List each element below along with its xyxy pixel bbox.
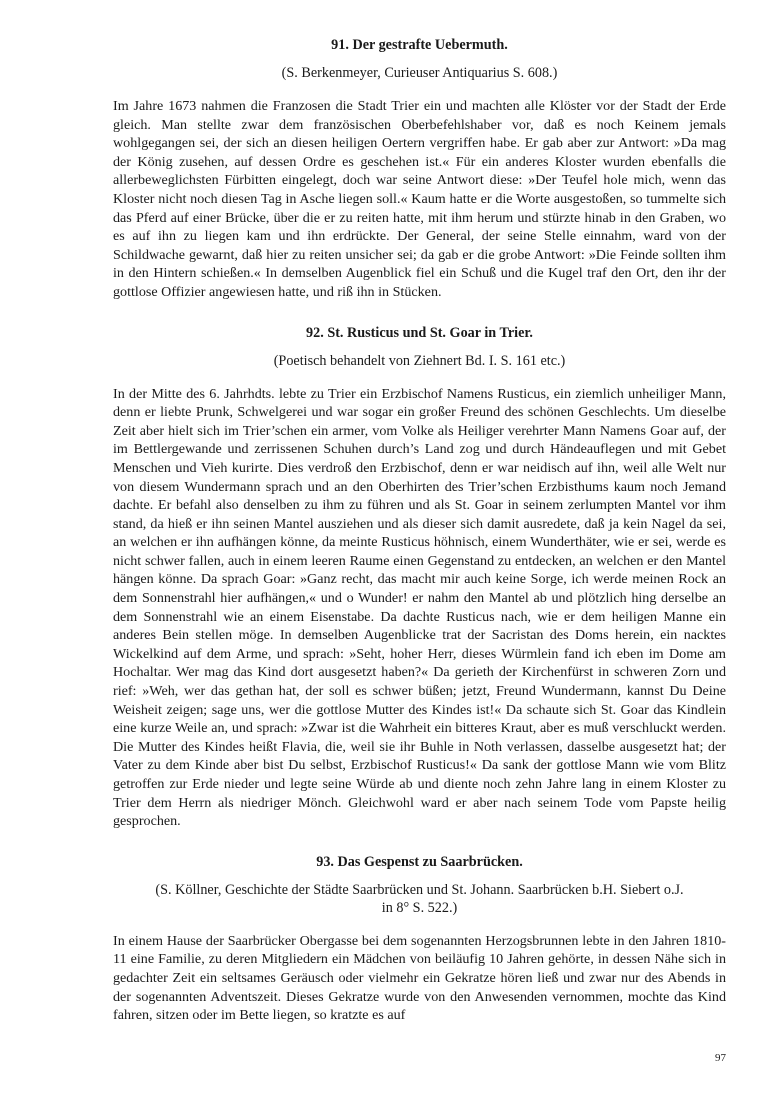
section-body: In der Mitte des 6. Jahrhdts. lebte zu Trier ein Erzbischof Namens Rusticus, ein ziemlich unheiliger Mann, denn er liebte Prunk, Schwelgerei und war sogar ein großer Freund des schönen Geschlechts. Um dieselbe Zeit aber hielt sich im Trier’schen ein armer, vom Volke als Heiliger verehrter Mann Namens Goar auf, der im Bettlergewande und zerrissenen Schuhen durch’s Land zog und durch Händeauflegen und mit Gebet Menschen und Vieh kurirte. Dies verdroß den Erzbischof, denn er war neidisch auf ihn, weil alle Welt nur von diesem Wundermann sprach und an den Oberhirten des Trier’schen Erzbisthums kaum noch Jemand dachte. Er befahl also denselben zu ihm zu führen und als St. Goar in seinem zerlumpten Mantel vor ihm stand, da hieß er ihn seinen Mantel ausziehen und als dieser sich damit ausredete, daß ja kein Nagel da sei, an welchen er ihn aufhängen könne, da meinte Rusticus höhnisch, einem Wunderthäter, wie er sei, werde es nicht schwer fallen, auch in einem leeren Raume einen Gegenstand zu entdecken, an welchen er den Mantel hängen könne. Da sprach Goar: »Ganz recht, das macht mir auch keine Sorge, ich werde meinen Rock an dem Sonnenstrahl hier aufhängen,« und o Wunder! er nahm den Mantel ab und plötzlich hing derselbe an dem Sonnenstrahl wie an einem Eisenstabe. Da dachte Rusticus nach, wie er dem heiligen Manne ein anderes Bein stellen möge. In demselben Augenblicke trat der Sacristan des Doms herein, ein nacktes Wickelkind auf dem Arme, und sprach: »Seht, hoher Herr, dieses Würmlein fand ich eben im Dome am Hochaltar. Wer mag das Kind dort ausgesetzt haben?« Da gerieth der Kirchenfürst in schweren Zorn und rief: »Weh, wer das gethan hat, der soll es schwer büßen; jetzt, Freund Wundermann, kannst Du Deine Weisheit zeigen; sage uns, wer die gottlose Mutter des Kindes ist!« Da schaute sich St. Goar das Kindlein eine kurze Weile an, und sprach: »Zwar ist die Wahrheit ein bitteres Kraut, aber es muß verschluckt werden. Die Mutter des Kindes heißt Flavia, die, weil sie ihr Buhle in Noth verlassen, dasselbe ausgesetzt hat; der Vater zu dem Kinde aber bist Du selbst, Erzbischof Rusticus!« Da sank der gottlose Mann wie vom Blitz getroffen zur Erde nieder und legte seine Würde ab und diente noch zehn Jahre lang in einem Kloster zu Trier dem Herrn als niedriger Mönch. Gleichwohl ward er aber nach seinem Tode vom Papste heilig gesprochen. — [113, 385, 726, 830]
section-92 — [113, 324, 726, 831]
section-source: (S. Berkenmeyer, Curieuser Antiquarius S. 608.) — [281, 65, 558, 81]
section-body: In einem Hause der Saarbrücker Obergasse bei dem sogenannten Herzogsbrunnen lebte in den Jahren 1810-11 eine Familie, zu deren Mitgliedern ein Mädchen von beiläufig 10 Jahren gehörte, in dessen Nähe sich in gedachter Zeit ein seltsames Geräusch oder vielmehr ein Gekratze hören ließ und zwar nur des Abends in der sogenannten Adventszeit. Dieses Gekratze wurde von den Anwesenden vernommen, mochte das Kind fahren, sitzen oder im Bette liegen, so kratzte es auf — [113, 932, 726, 1024]
section-title: 92. St. Rusticus und St. Goar in Trier. — [306, 324, 533, 341]
section-source: (Poetisch behandelt von Ziehnert Bd. I. S. 161 etc.) — [273, 352, 566, 369]
section-source-line: in 8° S. 522.) — [381, 899, 458, 916]
section-93 — [113, 853, 726, 1025]
section-source-line: (S. Köllner, Geschichte der Städte Saarbrücken und St. Johann. Saarbrücken b.H. Siebert o.J. — [155, 881, 684, 898]
section-title: 93. Das Gespenst zu Saarbrücken. — [316, 853, 523, 870]
page-content — [113, 36, 726, 1025]
section-source — [113, 881, 726, 917]
section-title: 91. Der gestrafte Uebermuth. — [331, 37, 508, 53]
section-body: Im Jahre 1673 nahmen die Franzosen die Stadt Trier ein und machten alle Klöster vor der Stadt der Erde gleich. Man stellte zwar dem französischen Oberbefehlshaber vor, daß es noch Keinem jemals wohlgegangen sei, der sich an diesen heiligen Oertern vergriffen habe. Er gab aber zur Antwort: »Da mag der König zusehen, auf dessen Ordre es geschehen ist.« Für ein anderes Kloster wurden ebenfalls die allerbeweglichsten Fürbitten eingelegt, doch war seine Antwort diese: »Der Teufel hole mich, wenn das Kloster nicht noch diesen Tag in Asche liegen soll.« Kaum hatte er die Worte ausgestoßen, so tummelte sich das Pferd auf einer Brücke, über die er zu reiten hatte, mit ihm herum und stürzte hinab in den Graben, wo es auf ihn zu liegen kam und ihn erdrückte. Der General, der seine Stelle einnahm, ward von der Schildwache gewarnt, daß hier zu reiten unsicher sei; da gab er die grobe Antwort: »Die Feinde sollten ihm in den Hintern schießen.« In demselben Augenblick fiel ein Schuß und die Kugel traf den Ort, den ihr der gottlose Offizier angewiesen hatte, und riß ihn in Stücken. — [113, 98, 726, 300]
page-number: 97 — [715, 1052, 726, 1064]
section-91 — [113, 36, 726, 302]
